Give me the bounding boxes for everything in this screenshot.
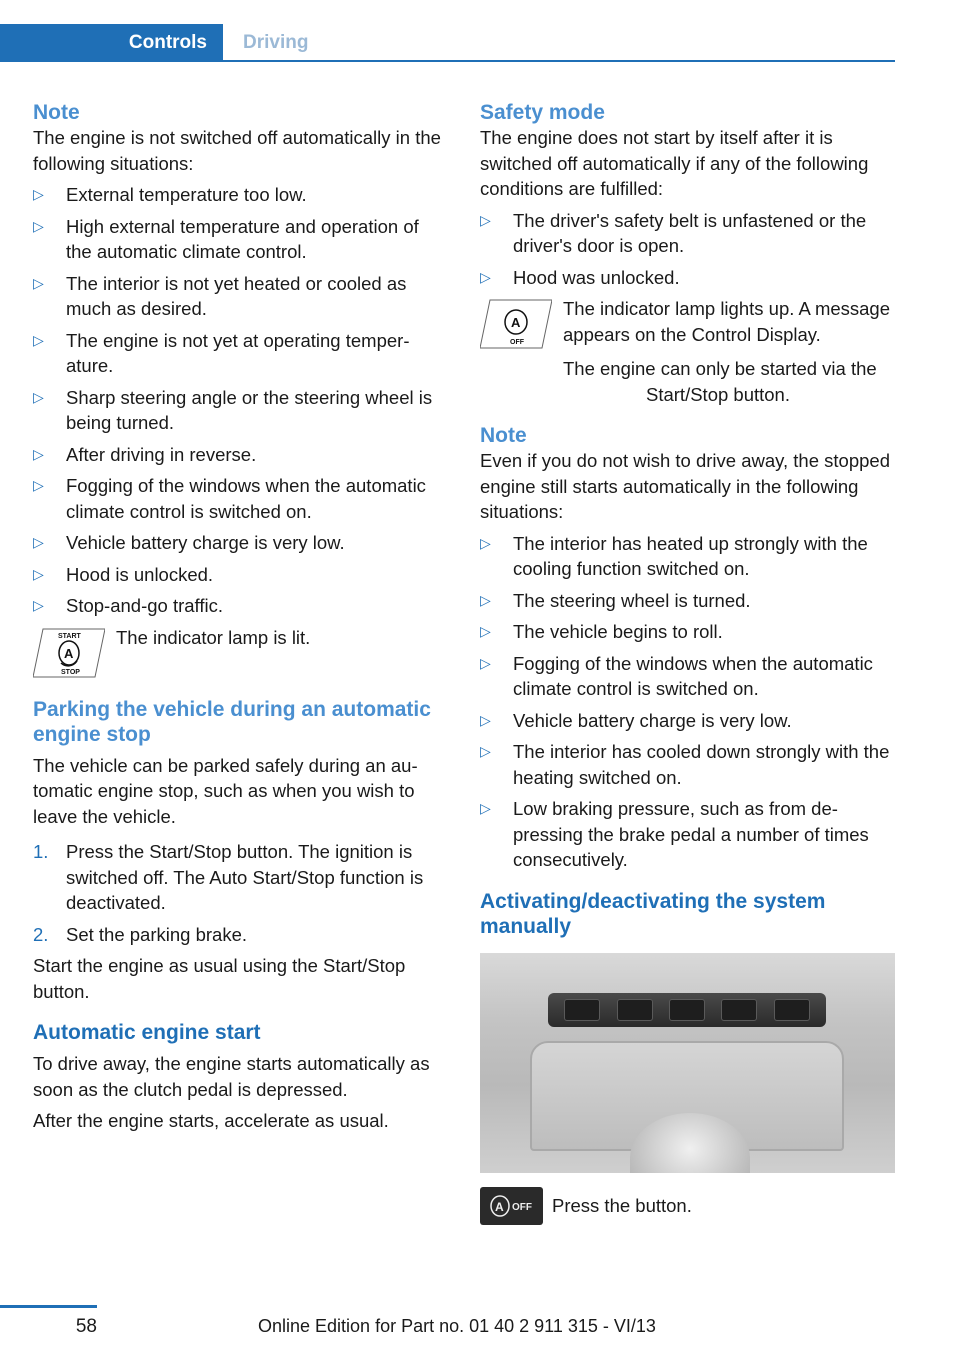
bullet-triangle-icon: ▷ xyxy=(480,211,491,228)
list-item: ▷ High external temperature and operation of the automatic climate control. xyxy=(33,215,419,262)
indicator-lamp-text: The indicator lamp is lit. xyxy=(116,626,311,648)
bullet-triangle-icon: ▷ xyxy=(33,217,44,234)
bullet-triangle-icon: ▷ xyxy=(33,597,44,613)
note-intro: The engine is not switched off automatically in the following situations: xyxy=(33,127,441,174)
auto-start-stop-off-button-icon xyxy=(480,1187,543,1225)
list-item: ▷ The steering wheel is turned. xyxy=(480,588,896,614)
icon-off-label: OFF xyxy=(510,339,524,346)
bullet-triangle-icon: ▷ xyxy=(33,565,44,582)
icon-start-label: START xyxy=(58,632,81,640)
list-item: ▷ Vehicle battery charge is very low. xyxy=(480,708,896,734)
bullet-triangle-icon: ▷ xyxy=(480,534,491,551)
list-item: ▷ The interior is not yet heated or cooled as much as desired. xyxy=(33,272,407,319)
bullet-triangle-icon: ▷ xyxy=(33,388,44,405)
console-button xyxy=(669,999,705,1021)
tab-driving: Driving xyxy=(243,31,309,53)
auto-start-p2: After the engine starts, accelerate as usual. xyxy=(33,1110,389,1131)
bullet-triangle-icon: ▷ xyxy=(480,743,491,759)
bullet-triangle-icon: ▷ xyxy=(480,711,491,728)
bullet-triangle-icon: ▷ xyxy=(33,445,44,462)
page-number: 58 xyxy=(75,1316,97,1337)
list-item: ▷ After driving in reverse. xyxy=(33,442,449,468)
bullet-triangle-icon: ▷ xyxy=(33,186,44,202)
press-button-row xyxy=(480,1187,896,1225)
parking-steps xyxy=(33,839,449,947)
list-item: ▷ Hood was unlocked. xyxy=(480,265,896,291)
bullet-triangle-icon: ▷ xyxy=(480,800,491,816)
list-item: ▷ The interior has cooled down strongly with the heating switched on. xyxy=(480,741,890,788)
button-off-label: OFF xyxy=(511,1201,532,1213)
svg-text:A: A xyxy=(64,645,74,661)
console-photo xyxy=(480,953,895,1173)
note-intro: Even if you do not wish to drive away, the stopped engine still starts automatically in the following situations: xyxy=(480,450,890,522)
console-button xyxy=(564,999,600,1021)
console-button xyxy=(617,999,653,1021)
list-item: ▷ Stop-and-go traffic. xyxy=(33,593,449,619)
list-item: ▷ Hood is unlocked. xyxy=(33,562,449,588)
header-rule xyxy=(0,60,895,62)
console-button-strip xyxy=(548,993,826,1027)
list-item: ▷ Low braking pressure, such as from depressing the brake pedal a number of times consecutively. xyxy=(480,798,869,870)
bullet-triangle-icon: ▷ xyxy=(480,654,491,671)
edition-text: Online Edition for Part no. 01 40 2 911 315 - VI/13 xyxy=(258,1316,656,1336)
list-item: ▷ The engine is not yet at operating temperature. xyxy=(33,329,410,376)
safety-list xyxy=(480,208,896,291)
bullet-triangle-icon: ▷ xyxy=(33,534,44,550)
note-heading: Note xyxy=(33,101,80,124)
auto-start-stop-icon xyxy=(33,627,105,684)
auto-start-stop-off-icon xyxy=(480,298,552,355)
bullet-triangle-icon: ▷ xyxy=(480,591,491,608)
svg-text:A: A xyxy=(511,315,521,330)
list-item: ▷ The driver's safety belt is unfastened or the driver's door is open. xyxy=(480,209,867,256)
activating-heading: Activating/deactivating the system manually xyxy=(480,889,826,938)
bullet-triangle-icon: ▷ xyxy=(480,623,491,639)
console-button xyxy=(774,999,810,1021)
auto-start-p1: To drive away, the engine starts automatically as soon as the clutch pedal is depressed. xyxy=(33,1053,430,1100)
note-list xyxy=(480,531,896,873)
page-header xyxy=(0,24,895,61)
list-item: ▷ Sharp steering angle or the steering wheel is being turned. xyxy=(33,386,433,433)
tab-controls: Controls xyxy=(0,24,223,61)
svg-text:A: A xyxy=(494,1199,504,1214)
list-item: ▷ Fogging of the windows when the automatic climate control is switched on. xyxy=(480,652,873,699)
note-heading: Note xyxy=(480,424,527,447)
list-item: ▷ The vehicle begins to roll. xyxy=(480,619,896,645)
right-column xyxy=(480,100,896,1225)
safety-intro: The engine does not start by itself after it is switched off automatically if any of the following conditions are fulfilled: xyxy=(480,127,869,199)
footer-rule xyxy=(0,1305,97,1308)
bullet-triangle-icon: ▷ xyxy=(480,268,491,285)
parking-after: Start the engine as usual using the Start/Stop button. xyxy=(33,955,406,1002)
indicator-lamp-row xyxy=(480,296,896,352)
parking-intro: The vehicle can be parked safely during an automatic engine stop, such as when you wish to leave the vehicle. xyxy=(33,754,418,827)
press-button-text: Press the button. xyxy=(552,1194,692,1216)
safety-heading: Safety mode xyxy=(480,101,605,124)
only-started-text: The engine can only be started via the Start/Stop button. xyxy=(563,358,877,405)
list-item: ▷ Fogging of the windows when the automatic climate control is switched on. xyxy=(33,475,426,522)
console-button xyxy=(721,999,757,1021)
list-item: 1. Press the Start/Stop button. The ignition is switched off. The Auto Start/Stop function is deactivated. xyxy=(33,841,424,913)
note-list xyxy=(33,182,449,619)
list-item: ▷ Vehicle battery charge is very low. xyxy=(33,530,449,556)
left-column xyxy=(33,100,449,1140)
bullet-triangle-icon: ▷ xyxy=(33,331,44,348)
auto-start-heading: Automatic engine start xyxy=(33,1021,261,1044)
bullet-triangle-icon: ▷ xyxy=(33,477,44,493)
icon-stop-label: STOP xyxy=(61,668,80,676)
indicator-lamp-text: The indicator lamp lights up. A message appears on the Control Display. xyxy=(563,298,891,345)
list-item: ▷ The interior has heated up strongly with the cooling function switched on. xyxy=(480,532,868,579)
list-item: 2. Set the parking brake. xyxy=(33,923,247,945)
parking-heading: Parking the vehicle during an automatic engine stop xyxy=(33,697,431,746)
list-item: ▷ External temperature too low. xyxy=(33,182,449,208)
bullet-triangle-icon: ▷ xyxy=(33,274,44,291)
indicator-lamp-row xyxy=(33,625,449,681)
